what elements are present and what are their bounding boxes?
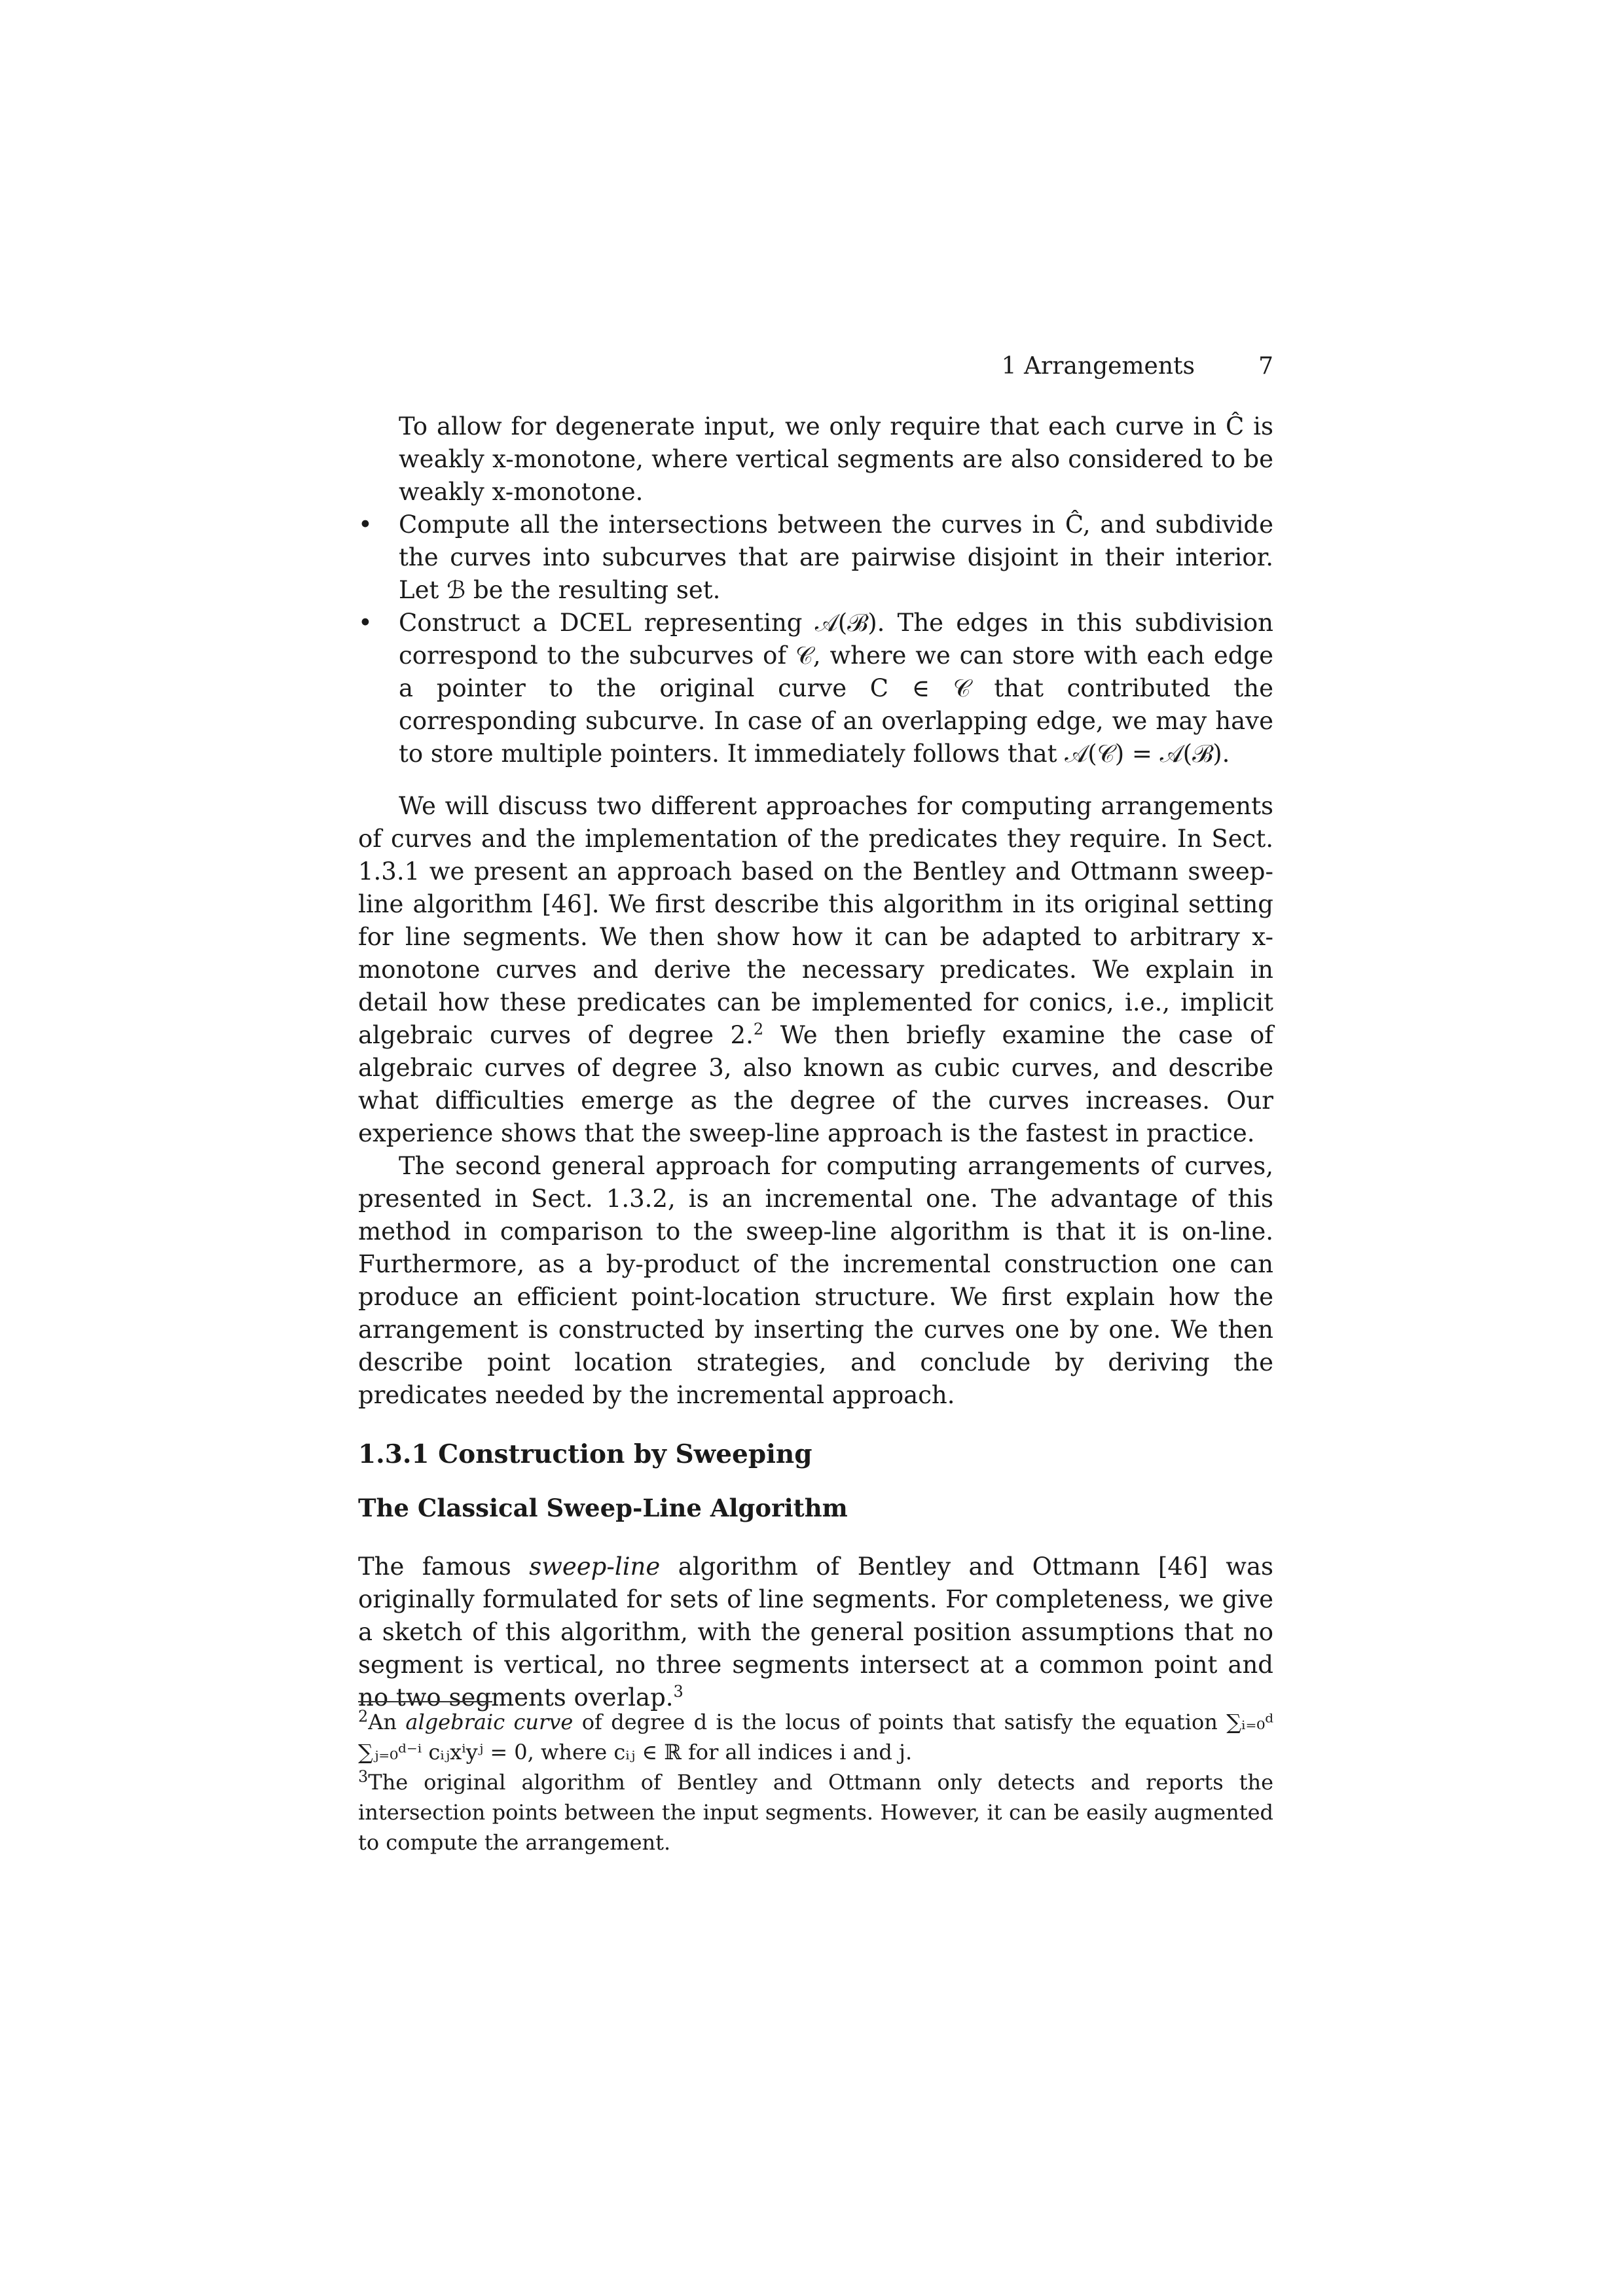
footnotes xyxy=(358,1707,1273,1857)
list-item xyxy=(358,607,1273,770)
footnote-text: of degree d is the locus of points that satisfy the equation ∑ᵢ₌₀ᵈ ∑ⱼ₌₀ᵈ⁻ⁱ cᵢⱼxⁱyʲ = 0, where cᵢⱼ ∈ ℝ for all indices i and j. xyxy=(358,1710,1274,1765)
footnote-text: An xyxy=(368,1710,406,1734)
body-text xyxy=(358,1551,1273,1714)
subsection-heading: The Classical Sweep-Line Algorithm xyxy=(358,1494,848,1522)
paragraph-text: algorithm of Bentley and Ottmann [46] was originally formulated for sets of line segments. For completeness, we give a sketch of this algorithm, with the general position assumptions that no segment is vertical, no three segments intersect at a common point and no two segments overlap. xyxy=(358,1552,1273,1712)
section-heading: 1.3.1 Construction by Sweeping xyxy=(358,1439,812,1469)
footnote-ref[interactable]: 2 xyxy=(753,1020,764,1039)
emphasis-term: sweep-line xyxy=(529,1552,661,1581)
list-item-text: Compute all the intersections between the curves in Ĉ, and subdivide the curves into subcurves that are pairwise disjoint in their interior. Let ℬ be the resulting set. xyxy=(399,511,1273,604)
bullet-marker: • xyxy=(358,511,373,539)
paragraph: The second general approach for computing arrangements of curves, presented in Sect. 1.3.2, is an incremental one. The advantage of this method in comparison to the sweep-line algorithm is that it is on-line. Furthermore, as a by-product of the incremental construction one can produce an efficient point-location structure. We first explain how the arrangement is constructed by inserting the curves one by one. We then describe point location strategies, and conclude by deriving the predicates needed by the incremental approach. xyxy=(358,1152,1273,1409)
footnote-mark: 3 xyxy=(358,1767,369,1786)
list-item xyxy=(358,509,1273,607)
paragraph-text: We then briefly examine the case of algebraic curves of degree 3, also known as cubic curves, and describe what difficulties emerge as the degree of the curves increases. Our experience shows that the sweep-line approach is the fastest in practice. xyxy=(358,1021,1273,1147)
footnote-text: The original algorithm of Bentley and Ottmann only detects and reports the intersection points between the input segments. However, it can be easily augmented to compute the arrangement. xyxy=(358,1770,1273,1855)
paragraph xyxy=(358,790,1273,1150)
emphasis-term: algebraic curve xyxy=(405,1710,574,1734)
footnote-ref[interactable]: 3 xyxy=(673,1682,684,1701)
list-item-text: Construct a DCEL representing 𝒜(ℬ). The edges in this subdivision correspond to the subcurves of 𝒞, where we can store with each edge a pointer to the original curve C ∈ 𝒞 that contributed the corresponding subcurve. In case of an overlapping edge, we may have to store multiple pointers. It immediately follows that 𝒜(𝒞) = 𝒜(ℬ). xyxy=(399,609,1273,768)
running-title: 1 Arrangements xyxy=(1001,353,1195,380)
paragraph xyxy=(358,1551,1273,1714)
footnote-mark: 2 xyxy=(358,1707,369,1726)
footnote xyxy=(358,1767,1273,1857)
paragraph-text: The famous xyxy=(358,1552,530,1581)
running-header xyxy=(358,350,1273,383)
bullet-marker: • xyxy=(358,609,373,637)
footnote-rule xyxy=(358,1701,492,1702)
page-number: 7 xyxy=(1258,353,1273,380)
footnote xyxy=(358,1707,1273,1767)
paragraph-text: We will discuss two different approaches for computing arrangements of curves and the implementation of the predicates they require. In Sect. 1.3.1 we present an approach based on the Bentley and Ottmann sweep-line algorithm [46]. We first describe this algorithm in its original setting for line segments. We then show how it can be adapted to arbitrary x-monotone curves and derive the necessary predicates. We explain in detail how these predicates can be implemented for conics, i.e., implicit algebraic curves of degree 2. xyxy=(358,792,1273,1049)
body-text xyxy=(358,790,1273,1412)
continued-list-item: To allow for degenerate input, we only require that each curve in Ĉ is weakly x-monotone, where vertical segments are also considered to be weakly x-monotone. xyxy=(399,412,1273,506)
